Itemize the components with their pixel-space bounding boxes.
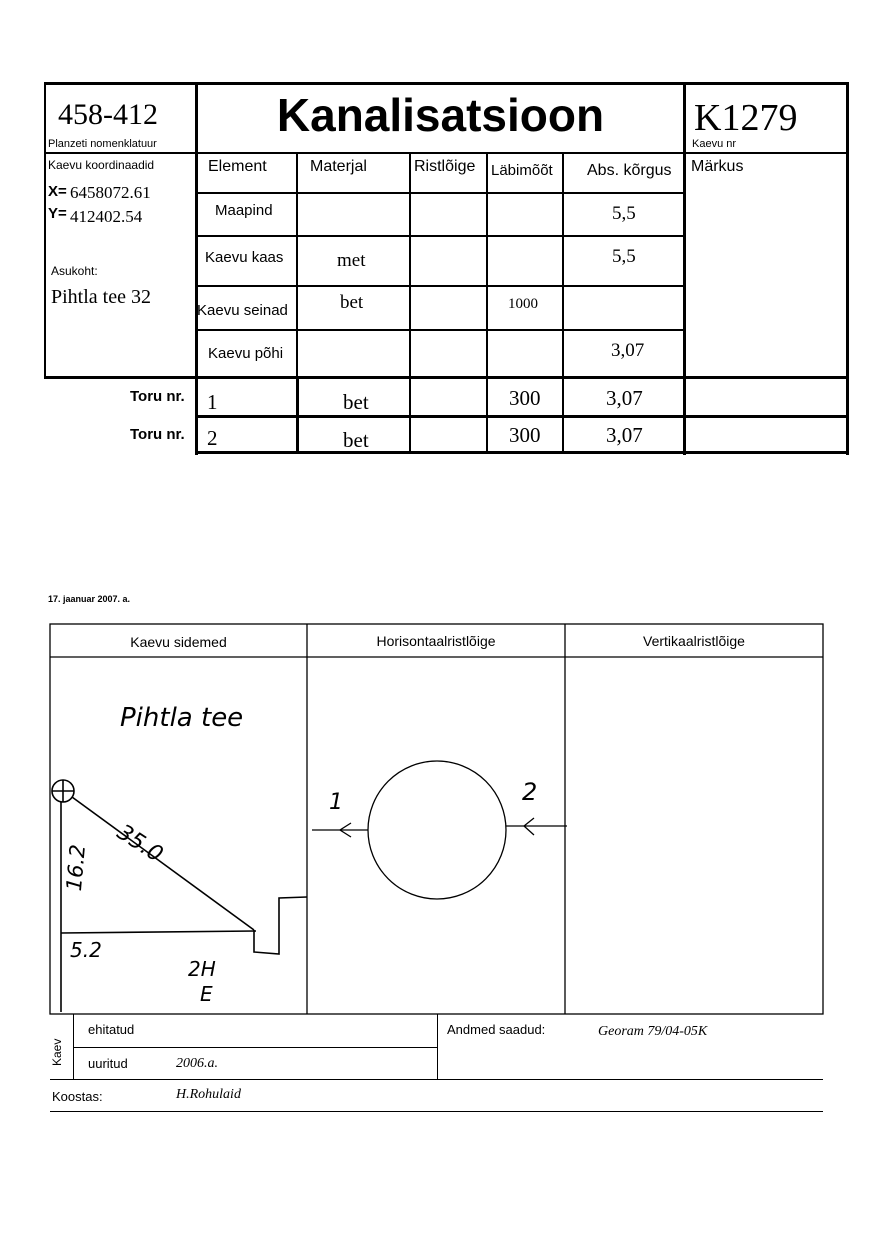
author-value: H.Rohulaid — [176, 1087, 241, 1102]
building-note-2: E — [200, 982, 213, 1006]
pipe-1-label: Toru nr. — [130, 388, 185, 405]
surveyed-value: 2006.a. — [176, 1056, 218, 1071]
well-ties-drawing — [52, 780, 307, 1012]
row-pohi-element: Kaevu põhi — [208, 345, 284, 362]
col-header-material: Materjal — [310, 158, 367, 175]
footer-vline-mid — [437, 1014, 438, 1080]
well-circle — [368, 761, 506, 899]
surveyed-label: uuritud — [88, 1056, 128, 1071]
pipe-1-mark: 1 — [329, 790, 343, 815]
kaev-label: Kaev — [50, 1038, 64, 1066]
author-label: Koostas: — [52, 1089, 103, 1104]
row-seinad-element: Kaevu seinad — [197, 302, 288, 319]
x-value: 6458072.61 — [70, 183, 151, 202]
pipe-2-diameter: 300 — [509, 423, 541, 447]
sheet-code-label: Planzeti nomenklatuur — [48, 138, 157, 150]
footer-hline-mid — [73, 1047, 437, 1048]
row-maapind-elevation: 5,5 — [612, 203, 636, 224]
row-seinad-material: bet — [340, 292, 364, 313]
tie-horizontal — [61, 931, 256, 933]
col-header-cross: Ristlõige — [414, 158, 476, 175]
building-outline — [254, 897, 307, 954]
sheet-code: 458-412 — [58, 98, 158, 131]
sketch-border — [50, 624, 823, 1014]
location-label: Asukoht: — [51, 264, 98, 278]
row-kaas-material: met — [337, 250, 366, 271]
col-header-notes: Märkus — [691, 158, 744, 175]
pipe-2-label: Toru nr. — [130, 426, 185, 443]
dim-vertical: 16.2 — [62, 843, 90, 893]
location-value: Pihtla tee 32 — [51, 286, 151, 308]
row-kaas-element: Kaevu kaas — [205, 249, 284, 266]
col-header-elevation: Abs. kõrgus — [587, 162, 672, 179]
x-label: X= — [48, 183, 67, 200]
footer-hline-end — [50, 1111, 823, 1112]
col-header-diameter: Läbimõõt — [491, 162, 553, 179]
col-header-element: Element — [208, 158, 267, 175]
row-seinad-diameter: 1000 — [508, 296, 538, 312]
pipe-1-material: bet — [343, 390, 369, 414]
footer-hline-bottom — [50, 1079, 823, 1080]
data-source-label: Andmed saadud: — [447, 1022, 546, 1037]
row-maapind-element: Maapind — [215, 202, 273, 219]
row-pohi-elevation: 3,07 — [611, 340, 645, 361]
well-number-label: Kaevu nr — [692, 138, 737, 150]
pipe-2-number: 2 — [207, 426, 218, 450]
row-kaas-elevation: 5,5 — [612, 246, 636, 267]
pipe-1-number: 1 — [207, 390, 218, 414]
pipe-2-material: bet — [343, 428, 369, 452]
y-label: Y= — [48, 205, 67, 222]
well-number: K1279 — [694, 97, 798, 139]
sketch-col-ties: Kaevu sidemed — [130, 634, 227, 650]
building-note: 2H — [188, 957, 216, 981]
pipe-2-mark: 2 — [522, 778, 538, 806]
tie-diagonal — [72, 797, 254, 930]
pipe-2-elevation: 3,07 — [606, 423, 643, 447]
coords-label: Kaevu koordinaadid — [48, 158, 155, 172]
dim-horizontal: 5.2 — [70, 938, 102, 962]
built-label: ehitatud — [88, 1022, 135, 1037]
sketch-col-horizontal: Horisontaalristlõige — [376, 633, 496, 649]
data-source-value: Georam 79/04-05K — [598, 1024, 708, 1039]
pipe-1-diameter: 300 — [509, 386, 541, 410]
street-name: Pihtla tee — [120, 703, 244, 733]
y-value: 412402.54 — [70, 207, 143, 226]
page-title: Kanalisatsioon — [276, 89, 605, 141]
sketch-col-vertical: Vertikaalristlõige — [643, 633, 745, 649]
document-date: 17. jaanuar 2007. a. — [48, 594, 131, 604]
dim-diagonal: 35.0 — [112, 820, 168, 868]
pipe-1-elevation: 3,07 — [606, 386, 643, 410]
